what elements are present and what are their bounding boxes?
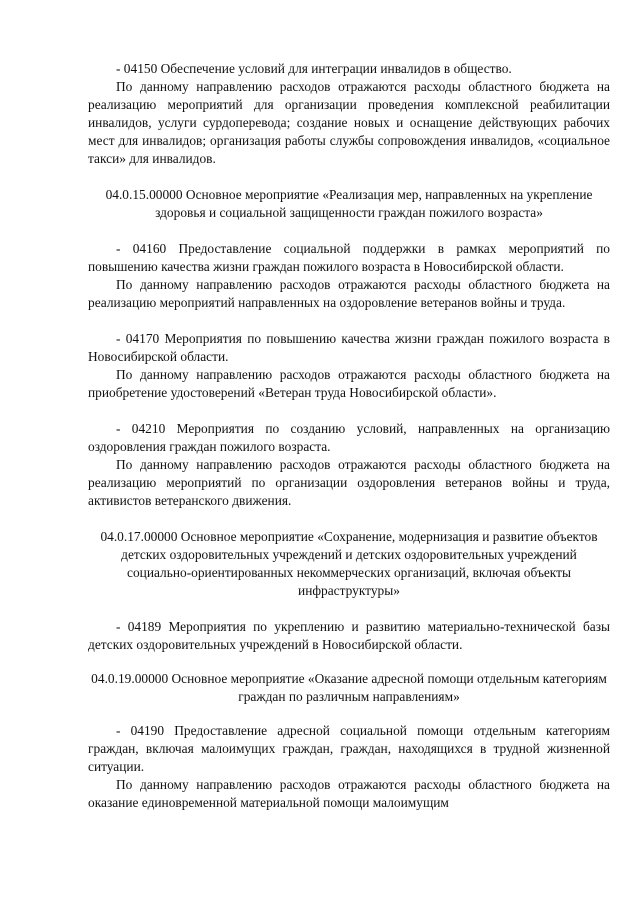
section-heading-04-0-17: 04.0.17.00000 Основное мероприятие «Сохранение, модернизация и развитие объектов детских оздоровительных учреждений и детских оздоровительных учреждений социально-ориентированных некоммерческих организаций, включая объекты инфраструктуры» [100,529,598,598]
section-heading-04-0-19: 04.0.19.00000 Основное мероприятие «Оказание адресной помощи отдельным категориям граждан по различным направлениям» [91,671,607,704]
section-heading-04-0-15: 04.0.15.00000 Основное мероприятие «Реализация мер, направленных на укрепление здоровья и социальной защищенности граждан пожилого возраста» [105,187,593,220]
item-04170: - 04170 Мероприятия по повышению качества жизни граждан пожилого возраста в Новосибирской области. [88,331,610,364]
item-04210-description: По данному направлению расходов отражаются расходы областного бюджета на реализацию мероприятий по организации оздоровления ветеранов войны и труда, активистов ветеранского движения. [88,457,610,508]
item-04160-description: По данному направлению расходов отражаются расходы областного бюджета на реализацию мероприятий направленных на оздоровление ветеранов войны и труда. [88,277,610,310]
item-04190: - 04190 Предоставление адресной социальной помощи отдельным категориям граждан, включая малоимущих граждан, граждан, находящихся в трудной жизненной ситуации. [88,723,610,774]
item-04190-description: По данному направлению расходов отражаются расходы областного бюджета на оказание единовременной материальной помощи малоимущим [88,777,610,810]
item-04150-description: По данному направлению расходов отражаются расходы областного бюджета на реализацию мероприятий для организации проведения комплексной реабилитации инвалидов, услуги сурдоперевода; создание новых и оснащение действующих рабочих мест для инвалидов; организация работы службы сопровождения инвалидов, «социальное такси» для инвалидов. [88,79,610,166]
item-04170-description: По данному направлению расходов отражаются расходы областного бюджета на приобретение удостоверений «Ветеран труда Новосибирской области». [88,367,610,400]
item-04150: - 04150 Обеспечение условий для интеграции инвалидов в общество. [116,61,512,76]
document-page [88,60,610,812]
item-04189: - 04189 Мероприятия по укреплению и развитию материально-технической базы детских оздоровительных учреждений в Новосибирской области. [88,619,610,652]
item-04210: - 04210 Мероприятия по созданию условий, направленных на организацию оздоровления граждан пожилого возраста. [88,421,610,454]
item-04160: - 04160 Предоставление социальной поддержки в рамках мероприятий по повышению качества жизни граждан пожилого возраста в Новосибирской области. [88,241,610,274]
